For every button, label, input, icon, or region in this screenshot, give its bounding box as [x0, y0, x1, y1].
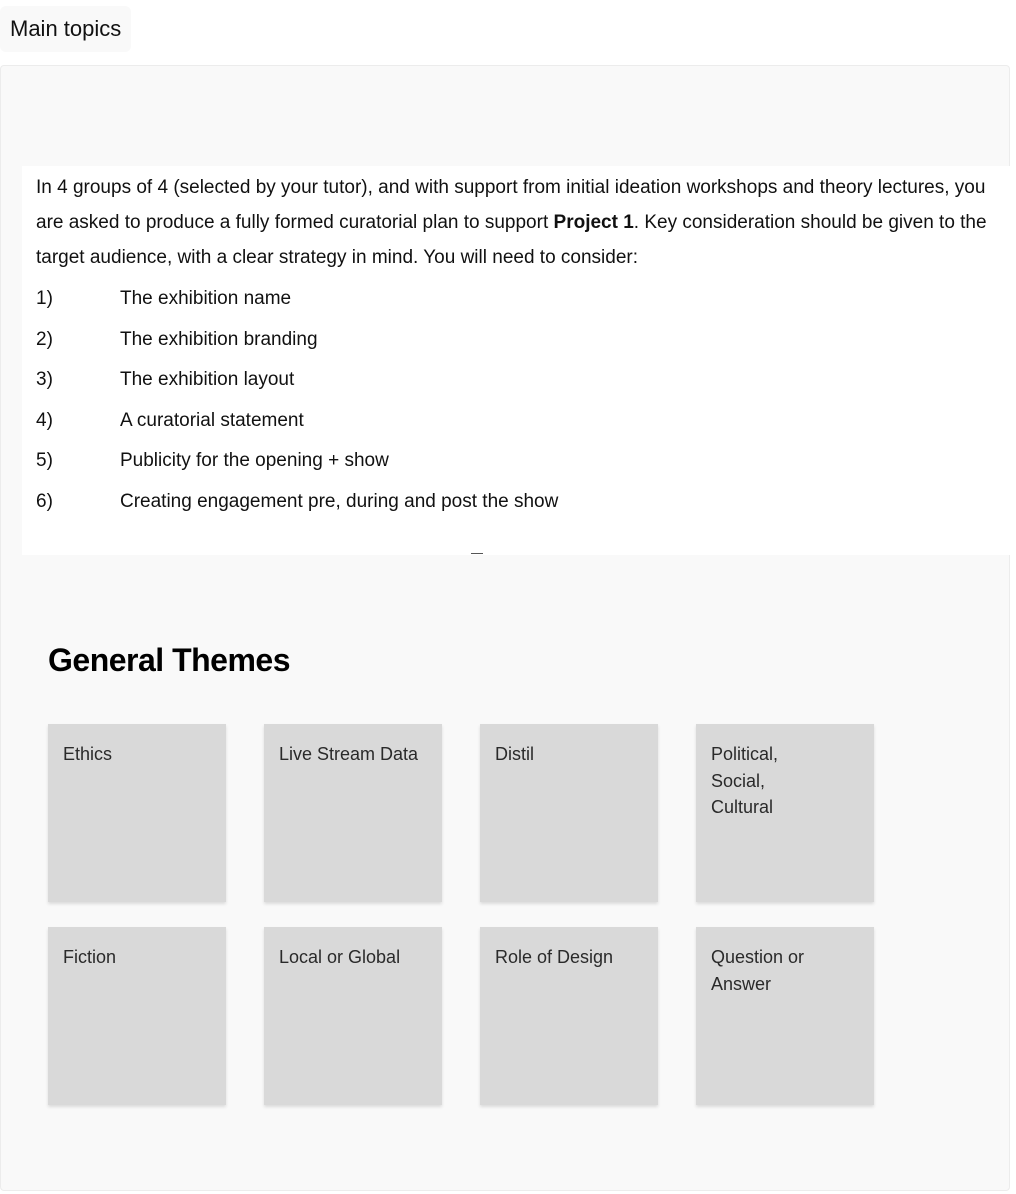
- list-item-text: A curatorial statement: [120, 409, 304, 431]
- sticky-note-fiction[interactable]: Fiction: [48, 927, 226, 1105]
- list-item-text: Creating engagement pre, during and post the show: [120, 490, 559, 512]
- sticky-note-distil[interactable]: Distil: [480, 724, 658, 902]
- list-item-text: The exhibition branding: [120, 328, 318, 350]
- list-item-number: 6): [36, 490, 53, 512]
- list-item-text: The exhibition name: [120, 288, 292, 309]
- brief-project-name: Project 1: [553, 212, 634, 233]
- brief-intro-end: . Key consideration should be given to the target audience, with a clear strategy in mind. You will need to consider:: [36, 212, 987, 268]
- sticky-note-local-or-global[interactable]: Local or Global: [264, 927, 442, 1105]
- brief-intro-start: In 4 groups of 4 (selected by your tutor), and with support from initial ideation workshops and theory lectures, you are asked to produce a fully formed curatorial plan to support: [36, 177, 986, 233]
- frame-title-main-topics[interactable]: Main topics: [0, 6, 131, 52]
- sticky-note-political-social-cultural[interactable]: Political, Social, Cultural: [696, 724, 874, 902]
- list-item-number: 1): [36, 288, 53, 309]
- brief-intro-paragraph: [36, 170, 998, 275]
- text-cursor-mark: [471, 553, 483, 554]
- sticky-note-role-of-design[interactable]: Role of Design: [480, 927, 658, 1105]
- list-item: [36, 360, 998, 401]
- list-item: [36, 279, 998, 320]
- list-item: [36, 482, 998, 523]
- general-themes-heading[interactable]: General Themes: [48, 642, 290, 678]
- list-item-number: 4): [36, 409, 53, 431]
- list-item-text: The exhibition layout: [120, 369, 295, 390]
- list-item-text: Publicity for the opening + show: [120, 450, 389, 471]
- list-item-number: 5): [36, 450, 53, 471]
- sticky-note-live-stream-data[interactable]: Live Stream Data: [264, 724, 442, 902]
- deliverables-list: [36, 279, 998, 522]
- list-item: [36, 401, 998, 442]
- list-item: [36, 320, 998, 361]
- list-item-number: 3): [36, 369, 53, 390]
- sticky-note-ethics[interactable]: Ethics: [48, 724, 226, 902]
- list-item-number: 2): [36, 328, 53, 350]
- project-brief-text-block[interactable]: [22, 166, 1012, 555]
- sticky-note-question-or-answer[interactable]: Question or Answer: [696, 927, 874, 1105]
- list-item: [36, 441, 998, 482]
